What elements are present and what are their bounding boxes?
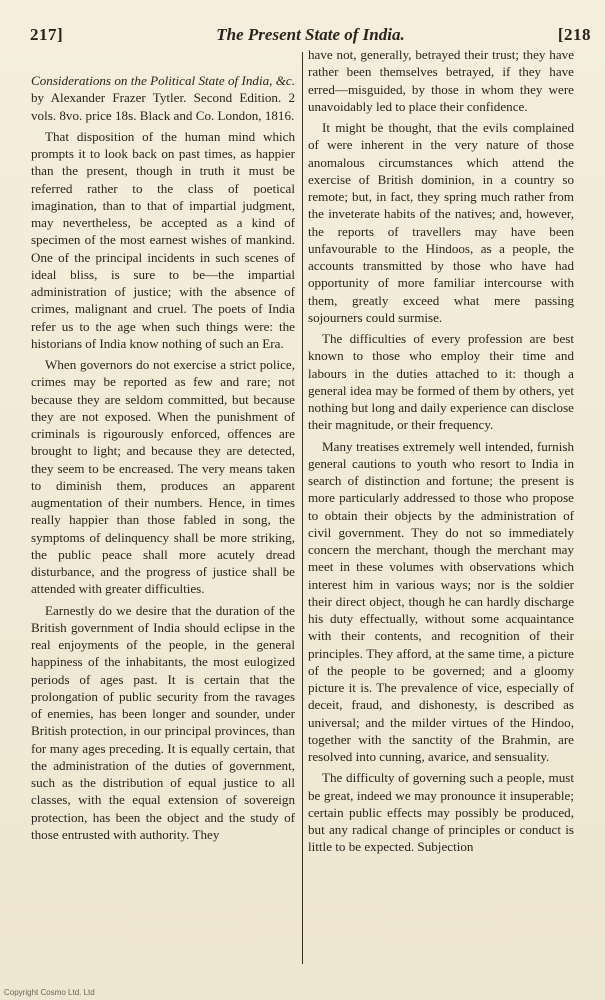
- copyright-watermark: Copyright Cosmo Ltd. Ltd: [4, 988, 95, 997]
- review-title: Considerations on the Political State of India, &c.: [31, 73, 295, 88]
- paragraph: That disposition of the human mind which prompts it to look back on past times, as happier than the present, though in truth it must be referred rather to the class of poetical imagination, than to that of impartial judgment, may nevertheless, be accepted as a kind of specimen of the most earnest wishes of mankind. One of the principal incidents in such scenes of ideal bliss, is sure to be—the impartial administration of justice; with the absence of crimes, malignant and cruel. The poets of India refer us to the age when such things were: the historians of India know nothing of such an Era.: [31, 128, 295, 351]
- paragraph: The difficulty of governing such a people, must be great, indeed we may pronounce it insuperable; certain public effects may possibly be produced, but any radical change of principles or conduct is little to be expected. Subjection: [308, 770, 574, 855]
- review-publication-details: by Alexander Frazer Tytler. Second Edition. 2 vols. 8vo. price 18s. Black and Co. London, 1816.: [31, 90, 295, 123]
- running-title: The Present State of India.: [216, 25, 405, 44]
- review-citation: [31, 46, 295, 124]
- paragraph: The difficulties of every profession are best known to those who employ their time and labours in the duties attached to it: though a general idea may be formed of them by others, yet nothing but long and daily experience can disclose their magnitude, or their frequency.: [308, 331, 574, 433]
- left-column: [31, 46, 295, 847]
- paragraph: Many treatises extremely well intended, furnish general cautions to youth who resort to India in search of distinction and fortune; the present is more particularly addressed to those who propose to obtain their objects by the administration of civil government. They do not so immediately concern the merchant, though the merchant may meet in these volumes with observations which interest him in various ways; nor is the soldier their direct object, though he can hardly discharge his duty effectually, without some acquaintance with their contents, and recognition of their principles. They afford, at the same time, a picture of the people to be governed; and a gloomy picture it is. The prevalence of vice, especially of deceit, fraud, and dishonesty, is described as universal; and the milder virtues of the Hindoo, together with the sanctity of the Brahmin, are resolved into cunning, avarice, and sensuality.: [308, 438, 574, 764]
- paragraph: When governors do not exercise a strict police, crimes may be reported as few and rare; not because they are seldom committed, but because they are not exposed. When the punishment of criminals is rigourously enforced, offences are brought to light; and because they are detected, they seem to be encreased. The very means taken to diminish them, produces an apparent augmentation of their numbers. Hence, in times really happier than those fabled in song, the symptoms of delinquency shall be more striking, the public peace shall more acutely dread disturbance, and the progress of justice shall be attended with greater difficulties.: [31, 357, 295, 597]
- page-header: [30, 22, 591, 48]
- page-number-left: 217]: [30, 25, 64, 44]
- column-divider: [302, 52, 303, 964]
- paragraph: Earnestly do we desire that the duration of the British government of India should eclipse in the real enjoyments of the people, in the general happiness of the inhabitants, the most eulogized periods of ages past. It is certain that the prolongation of public security from the ravages of enemies, has been longer and sounder, under British protection, in our principal provinces, than for many ages preceding. It is equally certain, that the administration of the duties of government, such as the distribution of equal justice to all classes, with the equal extension of sovereign protection, has been the object and the study of those entrusted with authority. They: [31, 602, 295, 842]
- paragraph-continued: have not, generally, betrayed their trust; they have rather been themselves betrayed, if they have erred—misguided, by those in whom they were unavoidably led to place their confidence.: [308, 47, 574, 114]
- paragraph: It might be thought, that the evils complained of were inherent in the very nature of those anomalous circumstances which attend the exercise of British dominion, in a country so remote; but, in fact, they spring much rather from the inveterate habits of the natives; and, however, the reports of travellers may have been unfavourable to the Hindoos, as a people, the accounts transmitted by those who have had opportunity of more familiar intercourse with them, greatly exceed what mere passing sojourners could surmise.: [308, 120, 574, 325]
- right-column: [308, 46, 574, 860]
- page-number-right: [218: [557, 25, 591, 44]
